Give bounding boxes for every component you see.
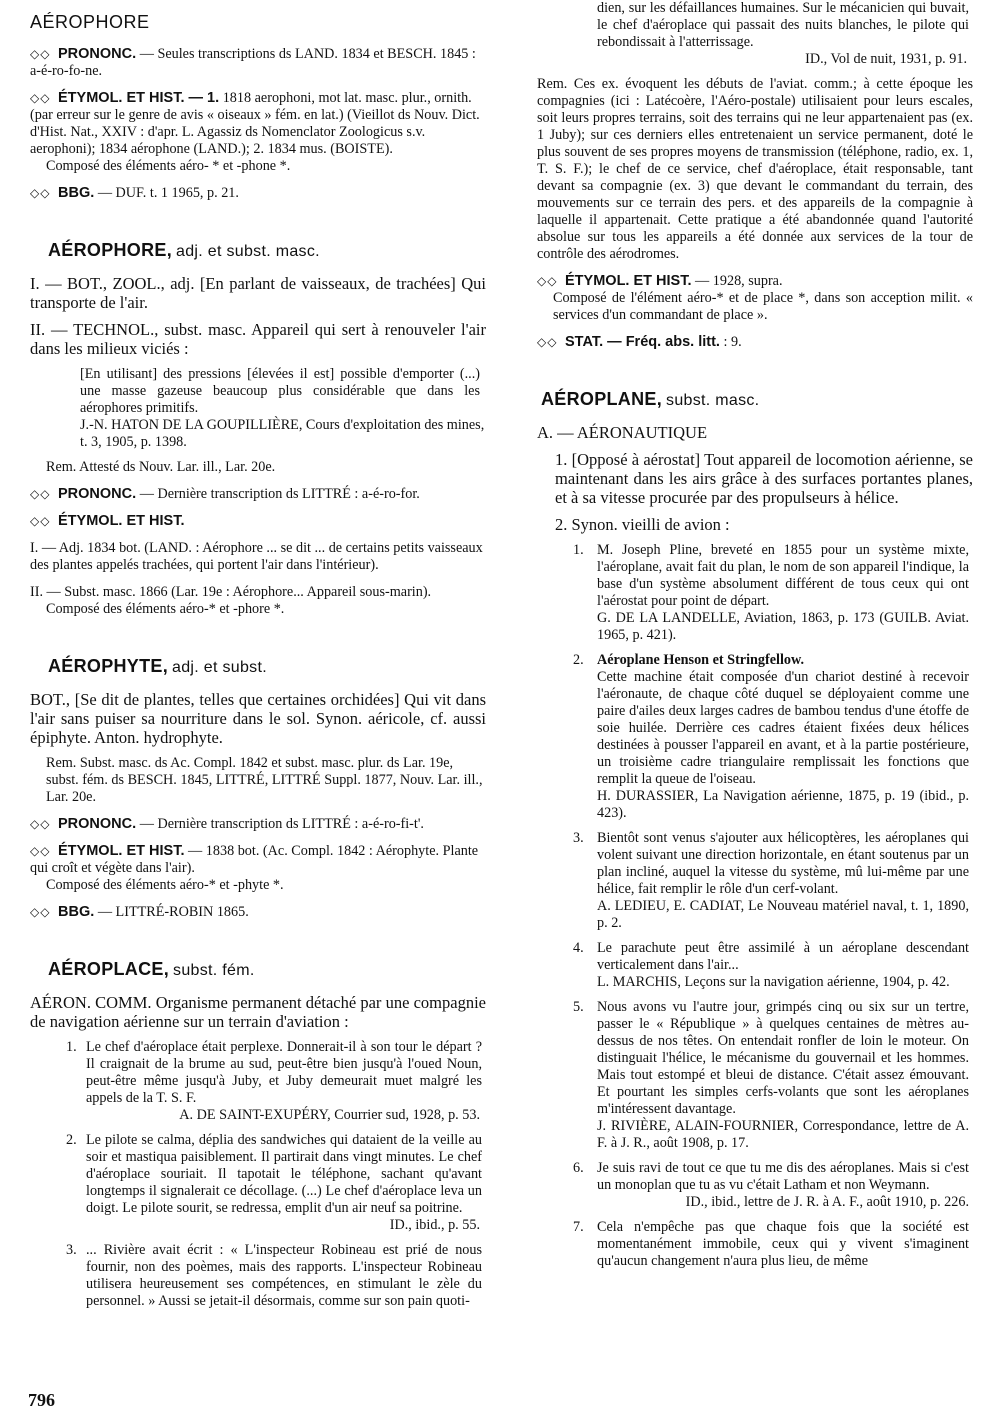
definition: I. — BOT., ZOOL., adj. [En parlant de vaisseaux, de trachées] Qui transporte de l'air. xyxy=(30,274,486,312)
entry-headword xyxy=(541,391,973,409)
quotation: Je suis ravi de tout ce que tu me dis des aéroplanes. Mais si c'est un monoplan que tu as vu c'était Latham et non Weymann. xyxy=(597,1160,969,1193)
quotation: Cette machine était composée d'un chariot destiné à recevoir l'aéronaute, de chaque côté duquel se déployaient comme une paire d'ailes deux larges cadres de bambou tendus d'une étoffe de soie huilée. Derrière ces cadres étaient fixées deux hélices destinées à pousser l'appareil en avant, et à la partie postérieure, un troisième cadre triangulaire remplissait les fonctions que remplit la queue de l'oiseau. xyxy=(597,669,969,787)
etymol-section xyxy=(537,273,973,324)
etymology-item: II. — Subst. masc. 1866 (Lar. 19e : Aérophore... Appareil sous-marin). xyxy=(30,584,432,600)
numbered-quotation xyxy=(537,940,973,991)
section-label: STAT. — Fréq. abs. litt. xyxy=(565,334,720,350)
quotation: Le pilote se calma, déplia des sandwiches qui dataient de la veille au soir et mastiqua paisiblement. Il partirait dans vingt minutes. Le chef d'aéroplace souriait. Il tapotait le téléphone, sachant qu'avant longtemps il signalerait ce décollage. (...) Le chef d'aéroplace leva un doigt. Le pilote sourit, se redressa, emplit d'un air neuf sa poitrine. xyxy=(86,1132,482,1216)
section-text: : 9. xyxy=(723,334,742,350)
quotation-number: 7. xyxy=(573,1219,584,1235)
section-text: 1818 aerophoni, mot lat. masc. plur., ornith. (par erreur sur le genre de avis « oiseaux » fém. en lat.) (Vieillot ds Nouv. Dict. d'Hist. Nat., XXIV : d'apr. L. Agassiz ds Nomenclator Zoologicus s.v. aerophoni); 1834 aérophone (LAND.); 2. 1834 mus. (BOISTE). xyxy=(30,90,480,157)
section-text: — Dernière transcription ds LITTRÉ : a-é-ro-for. xyxy=(139,486,420,502)
bbg-section xyxy=(30,904,486,921)
numbered-quotation xyxy=(537,1219,973,1270)
quotation: Le chef d'aéroplace était perplexe. Donnerait-il à son tour le départ ? Il craignait de la brume au sud, peut-être bien jusqu'à l'oued Noun, peut-être même jusqu'à Juby, et Juby demeurait muet malgré les appels de la T. S. F. xyxy=(86,1039,482,1106)
quotation-number: 6. xyxy=(573,1160,584,1176)
numbered-quotation xyxy=(537,999,973,1152)
quotation-source: L. MARCHIS, Leçons sur la navigation aérienne, 1904, p. 42. xyxy=(597,974,950,990)
quotation-source: J. RIVIÈRE, ALAIN-FOURNIER, Correspondance, lettre de A. F. à J. R., août 1908, p. 17. xyxy=(597,1118,969,1151)
definition: AÉRON. COMM. Organisme permanent détaché par une compagnie de navigation aérienne sur un terrain d'aviation : xyxy=(30,993,486,1031)
prononc-section xyxy=(30,486,486,503)
quotation: M. Joseph Pline, breveté en 1855 pour un système mixte, l'aéroplane, avait fait du plan, le nom de son appareil l'indique, la base d'un système absolument différent de tous ceux qui ont l'aérostat pour point de départ. xyxy=(597,542,969,609)
diamond-icon: ◇◇ xyxy=(30,91,51,105)
quotation: Bientôt sont venus s'ajouter aux hélicoptères, les aéroplanes qui volent suivant une direction horizontale, en étant soutenus par un plan incliné, auquel la vitesse du système, mû lui-même par une hélice, fait remplir le rôle d'un cerf-volant. xyxy=(597,830,969,897)
quotation: ... Rivière avait écrit : « L'inspecteur Robineau est prié de nous fournir, non des poèmes, mais des rapports. L'inspecteur Robineau utilisera heureusement ses compétences, en stimulant le zèle du personnel. » Aussi se jetait-il désormais, comme sur son pain quoti- xyxy=(86,1242,482,1309)
diamond-icon: ◇◇ xyxy=(537,335,558,349)
definition: BOT., [Se dit de plantes, telles que certaines orchidées] Qui vit dans l'air sans puiser sa nourriture dans le sol. Synon. aéricole, cf. aussi épiphyte. Anton. hydrophyte. xyxy=(30,690,486,747)
section-text: — Seules transcriptions ds LAND. 1834 et BESCH. 1845 : a-é-ro-fo-ne. xyxy=(30,46,476,79)
entry-headword xyxy=(48,658,486,676)
section-heading: A. — AÉRONAUTIQUE xyxy=(537,423,708,442)
section-text: — 1928, supra. xyxy=(695,273,783,289)
running-head: AÉROPHORE xyxy=(30,12,150,32)
quotation-source: A. LEDIEU, E. CADIAT, Le Nouveau matériel naval, t. 1, 1890, p. 2. xyxy=(597,898,969,931)
section-text: — 1838 bot. (Ac. Compl. 1842 : Aérophyte. Plante qui croît et végète dans l'air). xyxy=(30,843,479,876)
numbered-quotation xyxy=(537,652,973,822)
left-column xyxy=(30,46,486,1310)
composed-note: Composé des éléments aéro-* et -phyte *. xyxy=(46,877,284,893)
diamond-icon: ◇◇ xyxy=(537,274,558,288)
entry-headword xyxy=(48,242,486,260)
remark: Rem. Attesté ds Nouv. Lar. ill., Lar. 20e. xyxy=(46,459,276,475)
quotation-source: A. DE SAINT-EXUPÉRY, Courrier sud, 1928, p. 53. xyxy=(179,1107,480,1123)
remark: Rem. Subst. masc. ds Ac. Compl. 1842 et subst. masc. plur. ds Lar. 19e, subst. fém. ds BESCH. 1845, LITTRÉ, LITTRÉ Suppl. 1877, Nouv. Lar. ill., Lar. 20e. xyxy=(46,755,483,805)
headword: AÉROPLANE, xyxy=(541,389,663,409)
section-text: — DUF. t. 1 1965, p. 21. xyxy=(97,185,239,201)
etymol-section xyxy=(30,90,486,175)
quotation-number: 3. xyxy=(573,830,584,846)
quotation: Cela n'empêche pas que chaque fois que la société est momentanément immobile, ceux qui y vivent s'imaginent qu'aucun changement n'aura plus lieu, de même xyxy=(597,1219,969,1269)
quotation: Le parachute peut être assimilé à un aéroplane descendant verticalement dans l'air... xyxy=(597,940,969,973)
section-label: PRONONC. xyxy=(58,816,137,832)
section-label: PRONONC. xyxy=(58,486,137,502)
numbered-quotation xyxy=(537,542,973,644)
numbered-quotation xyxy=(30,1242,486,1310)
diamond-icon: ◇◇ xyxy=(30,487,51,501)
etymol-section xyxy=(30,513,486,530)
part-of-speech: adj. et subst. masc. xyxy=(176,243,320,260)
quotation-lead: Aéroplane Henson et Stringfellow. xyxy=(597,652,805,668)
numbered-quotation xyxy=(537,830,973,932)
quotation: [En utilisant] des pressions [élevées il est] possible d'emporter (...) une masse gazeuse beaucoup plus considérable que dans les aérophores primitifs. xyxy=(80,366,480,416)
quotation-number: 4. xyxy=(573,940,584,956)
quotation-source: ID., Vol de nuit, 1931, p. 91. xyxy=(805,51,967,67)
section-label: PRONONC. xyxy=(58,46,137,62)
quotation-number: 1. xyxy=(66,1039,77,1055)
section-label: ÉTYMOL. ET HIST. xyxy=(58,843,185,859)
quotation-source: H. DURASSIER, La Navigation aérienne, 1875, p. 19 (ibid., p. 423). xyxy=(597,788,969,821)
prononc-section xyxy=(30,816,486,833)
quotation-number: 2. xyxy=(66,1132,77,1148)
quotation-source: J.-N. HATON DE LA GOUPILLIÈRE, Cours d'exploitation des mines, t. 3, 1905, p. 1398. xyxy=(80,417,485,450)
quotation-source: ID., ibid., p. 55. xyxy=(389,1217,480,1233)
stat-section xyxy=(537,334,973,351)
composed-note: Composé des éléments aéro-* et -phore *. xyxy=(46,601,285,617)
definition: 1. [Opposé à aérostat] Tout appareil de locomotion aérienne, se maintenant dans les airs grâce à des surfaces portantes planes, et à sa vitesse procurée par des propulseurs à hélice. xyxy=(555,450,973,507)
diamond-icon: ◇◇ xyxy=(30,817,51,831)
section-text: — Dernière transcription ds LITTRÉ : a-é-ro-fi-t'. xyxy=(139,816,424,832)
right-column xyxy=(537,0,973,1270)
headword: AÉROPLACE, xyxy=(48,959,170,979)
prononc-section xyxy=(30,46,486,80)
headword: AÉROPHYTE, xyxy=(48,656,169,676)
section-label: BBG. xyxy=(58,185,95,201)
section-label: BBG. xyxy=(58,904,95,920)
diamond-icon: ◇◇ xyxy=(30,47,51,61)
quotation-number: 5. xyxy=(573,999,584,1015)
quotation-source: G. DE LA LANDELLE, Aviation, 1863, p. 173 (GUILB. Aviat. 1965, p. 421). xyxy=(597,610,969,643)
definition: II. — TECHNOL., subst. masc. Appareil qui sert à renouveler l'air dans les milieux viciés : xyxy=(30,320,486,358)
section-label: ÉTYMOL. ET HIST. — 1. xyxy=(58,90,220,106)
page-number: 796 xyxy=(28,1390,55,1410)
section-label: ÉTYMOL. ET HIST. xyxy=(565,273,692,289)
numbered-quotation xyxy=(30,1132,486,1217)
quotation-continuation: dien, sur les défaillances humaines. Sur le mécanicien qui buvait, le chef d'aéroplace qui passait des nuits blanches, le pilote qui rebondissait à l'atterrissage. xyxy=(597,0,969,50)
quotation-number: 1. xyxy=(573,542,584,558)
etymol-section xyxy=(30,843,486,894)
part-of-speech: adj. et subst. xyxy=(172,659,267,676)
section-text: — LITTRÉ-ROBIN 1865. xyxy=(97,904,249,920)
quotation: Nous avons vu l'autre jour, grimpés cinq ou six sur un tertre, passer le « République » à quelques centaines de mètres au-dessus de nos têtes. On entendait ronfler de loin le moteur. On distinguait l'hélice, le mécanisme du gouvernail et les hommes. Mais tout estompé et bleui de distance. C'était assez émouvant. Et pourtant les simples cerfs-volants que sont les aéroplanes m'intéressent davantage. xyxy=(597,999,969,1117)
part-of-speech: subst. masc. xyxy=(666,392,760,409)
diamond-icon: ◇◇ xyxy=(30,514,51,528)
etymology-item: I. — Adj. 1834 bot. (LAND. : Aérophore ... se dit ... de certains petits vaisseaux des plantes appelés trachées, qui portent l'air dans l'intérieur). xyxy=(30,540,483,573)
diamond-icon: ◇◇ xyxy=(30,905,51,919)
quotation-number: 3. xyxy=(66,1242,77,1258)
bbg-section xyxy=(30,185,486,202)
remark: Rem. Ces ex. évoquent les débuts de l'aviat. comm.; à cette époque les compagnies (ici : Latécoère, l'Aéro-postale) utilisaient pour leurs escales, soit leurs propres terrains, soit des terrains qui ne leur appartenaient pas (ex. 1 Juby); sur ces derniers elles entretenaient un service permanent, doté le plus souvent de ses propres moyens de transmission (téléphone, radio, ex. 1, T. S. F.); le chef de ce service, chef d'aéroplace, était responsable, tant devant sa compagnie (ex. 3) que devant le commandant du terrain, des mouvements sur ce terrain des pers. et des appareils de la compagnie à laquelle il appartenait. Cette pratique a été abandonnée quand l'autorité absolue sur tous les appareils a été donnée aux services de la tour de contrôle des aérodromes. xyxy=(537,76,973,262)
part-of-speech: subst. fém. xyxy=(173,962,255,979)
definition: 2. Synon. vieilli de avion : xyxy=(555,515,730,534)
numbered-quotation xyxy=(537,1160,973,1211)
quotation-source: ID., ibid., lettre de J. R. à A. F., août 1910, p. 226. xyxy=(685,1194,969,1210)
diamond-icon: ◇◇ xyxy=(30,844,51,858)
headword: AÉROPHORE, xyxy=(48,240,173,260)
composed-note: Composé des éléments aéro- * et -phone *. xyxy=(46,158,291,174)
composed-note: Composé de l'élément aéro-* et de place *, dans son acception milit. « services d'un commandant de place ». xyxy=(553,290,973,323)
numbered-quotation xyxy=(30,1039,486,1107)
entry-headword xyxy=(48,961,486,979)
section-label: ÉTYMOL. ET HIST. xyxy=(58,513,185,529)
diamond-icon: ◇◇ xyxy=(30,186,51,200)
quotation-number: 2. xyxy=(573,652,584,668)
